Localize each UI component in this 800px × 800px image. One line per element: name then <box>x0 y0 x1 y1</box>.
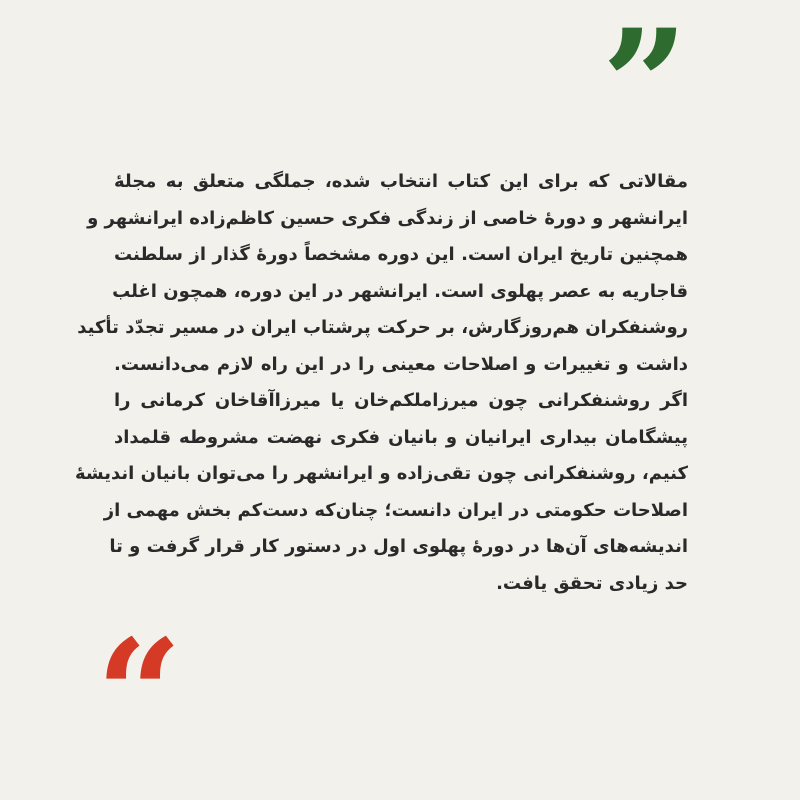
text-line-9: کنیم، روشنفکرانی چون تقی‌زاده و ایرانشهر را می‌توان بانیان اندیشهٔ <box>75 463 688 484</box>
closing-quote-mark: “ <box>96 607 183 783</box>
text-line-3: همچنین تاریخ ایران است. این دوره مشخصاً دورهٔ گذار از سلطنت <box>114 244 688 265</box>
text-line-5: روشنفکران هم‌روزگارش، بر حرکت پرشتاب ایران در مسیر تجدّد تأکید <box>77 317 688 338</box>
text-line-10: اصلاحات حکومتی در ایران دانست؛ چنان‌که دست‌کم بخش مهمی از <box>103 499 688 521</box>
text-line-4: قاجاریه به عصر پهلوی است. ایرانشهر در این دوره، همچون اغلب <box>112 280 688 302</box>
text-line-6: داشت و تغییرات و اصلاحات معینی را در این راه لازم می‌دانست. <box>114 353 688 375</box>
text-line-2: ایرانشهر و دورهٔ خاصی از زندگی فکری حسین کاظم‌زاده ایرانشهر و <box>87 207 688 229</box>
quote-body <box>75 164 688 602</box>
text-line-1: مقالاتی که برای این کتاب انتخاب شده، جملگی متعلق به مجلهٔ <box>114 171 688 192</box>
text-line-7: اگر روشنفکرانی چون میرزاملکم‌خان یا میرزاآقاخان کرمانی را <box>114 390 688 411</box>
text-line-12: حد زیادی تحقق یافت. <box>496 572 688 594</box>
opening-quote-mark: ” <box>601 0 688 173</box>
text-line-11: اندیشه‌های آن‌ها در دورهٔ پهلوی اول در دستور کار قرار گرفت و تا <box>109 536 688 557</box>
text-line-8: پیشگامان بیداری ایرانیان و بانیان فکری نهضت مشروطه قلمداد <box>114 426 688 448</box>
